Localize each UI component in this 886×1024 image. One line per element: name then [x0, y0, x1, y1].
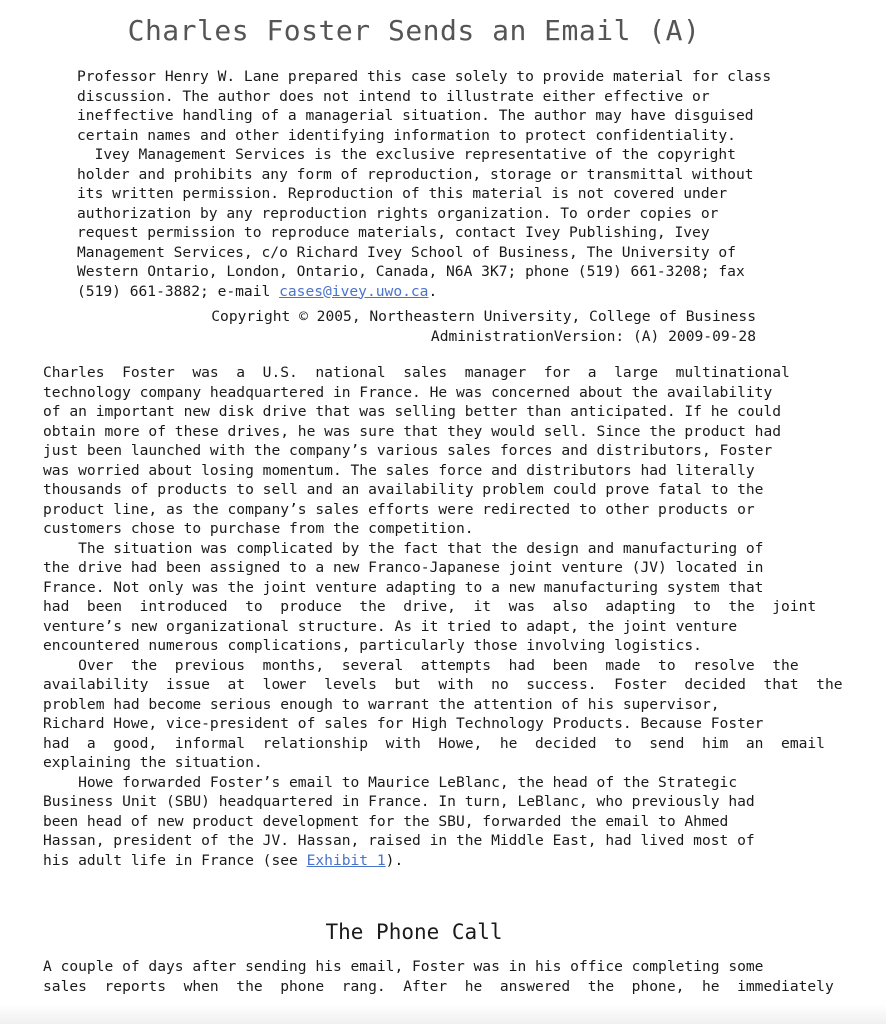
prelim-line: holder and prohibits any form of reproduction, storage or transmittal without: [77, 165, 754, 183]
body-line: had been introduced to produce the drive, it was also adapting to the joint: [43, 598, 817, 615]
body-line: France. Not only was the joint venture adapting to a new manufacturing system that: [43, 578, 764, 596]
body-line: venture’s new organizational structure. As it tried to adapt, the joint venture: [43, 617, 738, 635]
body-line: Richard Howe, vice-president of sales for High Technology Products. Because Foster: [43, 715, 764, 732]
prelim-line: Professor Henry W. Lane prepared this case solely to provide material for class: [77, 68, 772, 85]
prelim-line: Management Services, c/o Richard Ivey School of Business, The University of: [77, 243, 736, 261]
section-body-text: [43, 957, 834, 996]
body-line: Business Unit (SBU) headquartered in France. In turn, LeBlanc, who previously had: [43, 793, 755, 810]
section-heading: The Phone Call: [325, 920, 503, 944]
email-link[interactable]: cases@ivey.uwo.ca: [279, 282, 429, 300]
case-preliminary-notice: [77, 67, 771, 301]
body-line: Howe forwarded Foster’s email to Maurice LeBlanc, the head of the Strategic: [43, 773, 738, 791]
prelim-line: request permission to reproduce materials, contact Ivey Publishing, Ivey: [77, 224, 710, 241]
body-line: technology company headquartered in France. He was concerned about the availability: [43, 383, 773, 401]
body-line-suffix: ).: [385, 851, 404, 869]
body-line: product line, as the company’s sales efforts were redirected to other products or: [43, 500, 755, 518]
case-body-text: [43, 363, 843, 870]
body-line: Over the previous months, several attempts had been made to resolve the: [43, 656, 799, 674]
body-line-prefix: his adult life in France (see: [43, 851, 307, 869]
section-body-line: sales reports when the phone rang. After he answered the phone, he immediately: [43, 977, 834, 995]
copyright-line: Copyright © 2005, Northeastern University, College of Business: [211, 308, 756, 325]
body-line: obtain more of these drives, he was sure that they would sell. Since the product had: [43, 422, 782, 440]
page-bottom-fade: [0, 1004, 886, 1024]
body-line: encountered numerous complications, particularly those involving logistics.: [43, 637, 702, 654]
prelim-line: Western Ontario, London, Ontario, Canada, N6A 3K7; phone (519) 661-3208; fax: [77, 263, 745, 280]
body-line: of an important new disk drive that was selling better than anticipated. If he could: [43, 403, 782, 420]
body-line: The situation was complicated by the fact that the design and manufacturing of: [43, 539, 764, 557]
prelim-line: ineffective handling of a managerial situation. The author may have disguised: [77, 107, 754, 124]
body-line: just been launched with the company’s various sales forces and distributors, Foster: [43, 442, 773, 459]
body-line: thousands of products to sell and an availability problem could prove fatal to the: [43, 481, 764, 498]
body-line: Hassan, president of the JV. Hassan, raised in the Middle East, had lived most of: [43, 832, 755, 849]
prelim-line-prefix: (519) 661-3882; e-mail: [77, 282, 280, 300]
section-body-line: A couple of days after sending his email, Foster was in his office completing some: [43, 958, 764, 975]
prelim-line: its written permission. Reproduction of this material is not covered under: [77, 185, 728, 202]
version-line: AdministrationVersion: (A) 2009-09-28: [430, 327, 756, 345]
body-line: was worried about losing momentum. The sales force and distributors had literally: [43, 461, 755, 479]
prelim-line: authorization by any reproduction rights organization. To order copies or: [77, 204, 719, 222]
body-line: had a good, informal relationship with Howe, he decided to send him an email: [43, 734, 825, 752]
body-line: explaining the situation.: [43, 754, 263, 771]
body-line: problem had become serious enough to warrant the attention of his supervisor,: [43, 695, 720, 713]
document-title: Charles Foster Sends an Email (A): [127, 14, 701, 47]
body-line: customers chose to purchase from the competition.: [43, 520, 474, 537]
prelim-line: Ivey Management Services is the exclusive representative of the copyright: [77, 146, 736, 163]
prelim-line-suffix: .: [428, 282, 438, 300]
body-line: the drive had been assigned to a new Franco-Japanese joint venture (JV) located in: [43, 559, 764, 576]
body-line: been head of new product development for the SBU, forwarded the email to Ahmed: [43, 812, 729, 830]
exhibit-1-link[interactable]: Exhibit 1: [306, 851, 386, 869]
copyright-notice: [0, 307, 756, 346]
prelim-line: certain names and other identifying information to protect confidentiality.: [77, 126, 736, 144]
body-line: Charles Foster was a U.S. national sales manager for a large multinational: [43, 364, 790, 381]
body-line: availability issue at lower levels but with no success. Foster decided that the: [43, 676, 843, 693]
prelim-line: discussion. The author does not intend to illustrate either effective or: [77, 87, 710, 105]
